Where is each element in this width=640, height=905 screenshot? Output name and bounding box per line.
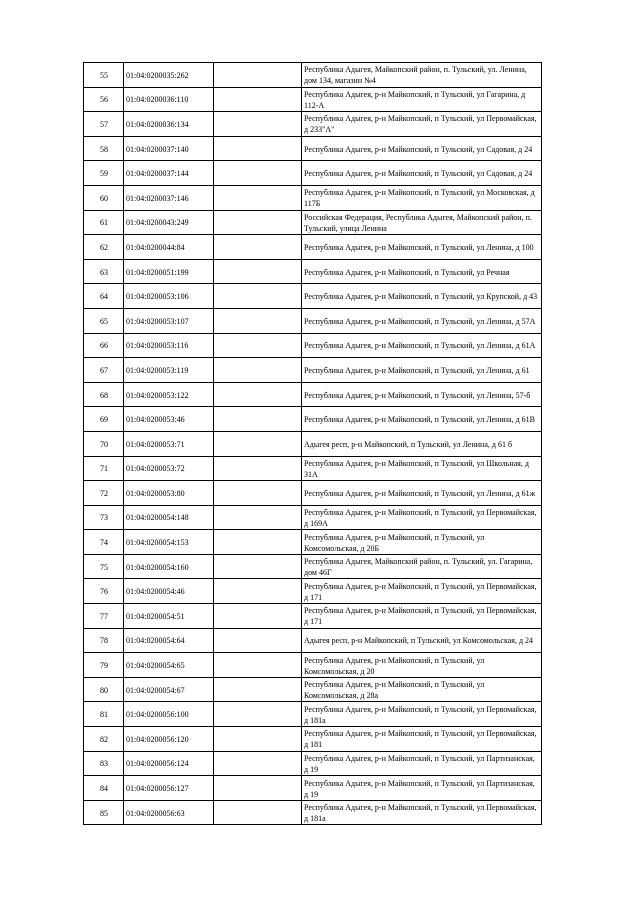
table-row: [84, 358, 542, 383]
address-cell: Республика Адыгея, р-н Майкопский, п Тульский, ул Садовая, д 24: [302, 136, 542, 161]
table-row: [84, 382, 542, 407]
cadastral-number: 01:04:0200053:106: [124, 284, 214, 309]
address-cell: Адыгея респ, р-н Майкопский, п Тульский, ул Комсомольская, д 24: [302, 628, 542, 653]
cadastral-table: [83, 62, 542, 825]
cadastral-number: 01:04:0200056:120: [124, 727, 214, 752]
row-number: 59: [84, 161, 124, 186]
cadastral-number: 01:04:0200037:146: [124, 185, 214, 210]
address-cell: Республика Адыгея, Майкопский район, п. Тульский, ул. Гагарина, дом 46Г: [302, 554, 542, 579]
empty-cell: [214, 727, 302, 752]
row-number: 76: [84, 579, 124, 604]
address-cell: Республика Адыгея, р-н Майкопский, п Тульский, ул Ленина, д 61В: [302, 407, 542, 432]
address-cell: Республика Адыгея, р-н Майкопский, п Тульский, ул Московская, д 117Б: [302, 185, 542, 210]
cadastral-number: 01:04:0200054:160: [124, 554, 214, 579]
row-number: 81: [84, 702, 124, 727]
address-cell: Республика Адыгея, р-н Майкопский, п Тульский, ул Ленина, д 100: [302, 235, 542, 260]
row-number: 83: [84, 751, 124, 776]
table-row: [84, 776, 542, 801]
cadastral-number: 01:04:0200053:46: [124, 407, 214, 432]
cadastral-number: 01:04:0200056:124: [124, 751, 214, 776]
table-row: [84, 185, 542, 210]
address-cell: Республика Адыгея, р-н Майкопский, п Тульский, ул Комсомольская, д 20Б: [302, 530, 542, 555]
table-row: [84, 481, 542, 506]
address-cell: Республика Адыгея, р-н Майкопский, п Тульский, ул Первомайская, д 171: [302, 579, 542, 604]
table-row: [84, 456, 542, 481]
address-cell: Российская Федерация, Республика Адыгея, Майкопский район, п. Тульский, улица Ленина: [302, 210, 542, 235]
empty-cell: [214, 579, 302, 604]
row-number: 85: [84, 800, 124, 825]
row-number: 56: [84, 87, 124, 112]
empty-cell: [214, 112, 302, 137]
row-number: 66: [84, 333, 124, 358]
cadastral-number: 01:04:0200056:100: [124, 702, 214, 727]
row-number: 80: [84, 677, 124, 702]
cadastral-number: 01:04:0200054:46: [124, 579, 214, 604]
empty-cell: [214, 431, 302, 456]
row-number: 68: [84, 382, 124, 407]
table-row: [84, 604, 542, 629]
table-row: [84, 210, 542, 235]
cadastral-number: 01:04:0200056:63: [124, 800, 214, 825]
table-row: [84, 407, 542, 432]
row-number: 64: [84, 284, 124, 309]
cadastral-number: 01:04:0200035:262: [124, 63, 214, 88]
row-number: 67: [84, 358, 124, 383]
cadastral-number: 01:04:0200036:110: [124, 87, 214, 112]
row-number: 71: [84, 456, 124, 481]
address-cell: Республика Адыгея, р-н Майкопский, п Тульский, ул Первомайская, д 171: [302, 604, 542, 629]
table-row: [84, 63, 542, 88]
table-row: [84, 727, 542, 752]
cadastral-number: 01:04:0200054:153: [124, 530, 214, 555]
empty-cell: [214, 235, 302, 260]
cadastral-number: 01:04:0200054:148: [124, 505, 214, 530]
table-row: [84, 112, 542, 137]
empty-cell: [214, 800, 302, 825]
table-row: [84, 284, 542, 309]
address-cell: Республика Адыгея, р-н Майкопский, п Тульский, ул Ленина, д 61А: [302, 333, 542, 358]
address-cell: Республика Адыгея, р-н Майкопский, п Тульский, ул Школьная, д 31А: [302, 456, 542, 481]
cadastral-number: 01:04:0200044:84: [124, 235, 214, 260]
address-cell: Республика Адыгея, р-н Майкопский, п Тульский, ул Ленина, д 57А: [302, 308, 542, 333]
table-row: [84, 259, 542, 284]
empty-cell: [214, 407, 302, 432]
row-number: 75: [84, 554, 124, 579]
row-number: 74: [84, 530, 124, 555]
row-number: 70: [84, 431, 124, 456]
cadastral-number: 01:04:0200053:116: [124, 333, 214, 358]
table-row: [84, 653, 542, 678]
table-row: [84, 800, 542, 825]
empty-cell: [214, 136, 302, 161]
address-cell: Республика Адыгея, р-н Майкопский, п Тульский, ул Ленина, д 61: [302, 358, 542, 383]
address-cell: Республика Адыгея, р-н Майкопский, п Тульский, ул Первомайская, д 181а: [302, 800, 542, 825]
table-row: [84, 677, 542, 702]
address-cell: Республика Адыгея, Майкопский район, п. Тульский, ул. Ленина, дом 134, магазин №4: [302, 63, 542, 88]
address-cell: Республика Адыгея, р-н Майкопский, п Тульский, ул Комсомольская, д 28а: [302, 677, 542, 702]
cadastral-number: 01:04:0200053:122: [124, 382, 214, 407]
cadastral-number: 01:04:0200056:127: [124, 776, 214, 801]
address-cell: Республика Адыгея, р-н Майкопский, п Тульский, ул Первомайская, д 181а: [302, 702, 542, 727]
row-number: 82: [84, 727, 124, 752]
empty-cell: [214, 382, 302, 407]
row-number: 61: [84, 210, 124, 235]
cadastral-number: 01:04:0200053:72: [124, 456, 214, 481]
cadastral-number: 01:04:0200054:65: [124, 653, 214, 678]
table-row: [84, 554, 542, 579]
address-cell: Адыгея респ, р-н Майкопский, п Тульский, ул Ленина, д 61 б: [302, 431, 542, 456]
empty-cell: [214, 161, 302, 186]
table-row: [84, 136, 542, 161]
cadastral-number: 01:04:0200036:134: [124, 112, 214, 137]
address-cell: Республика Адыгея, р-н Майкопский, п Тульский, ул Первомайская, д 233"А": [302, 112, 542, 137]
row-number: 65: [84, 308, 124, 333]
table-row: [84, 235, 542, 260]
address-cell: Республика Адыгея, р-н Майкопский, п Тульский, ул Партизанская, д 19: [302, 776, 542, 801]
address-cell: Республика Адыгея, р-н Майкопский, п Тульский, ул Крупской, д 43: [302, 284, 542, 309]
cadastral-number: 01:04:0200037:144: [124, 161, 214, 186]
address-cell: Республика Адыгея, р-н Майкопский, п Тульский, ул Гагарина, д 112-А: [302, 87, 542, 112]
table-row: [84, 161, 542, 186]
table-row: [84, 87, 542, 112]
address-cell: Республика Адыгея, р-н Майкопский, п Тульский, ул Речная: [302, 259, 542, 284]
address-cell: Республика Адыгея, р-н Майкопский, п Тульский, ул Садовая, д 24: [302, 161, 542, 186]
table-row: [84, 308, 542, 333]
cadastral-number: 01:04:0200043:249: [124, 210, 214, 235]
cadastral-number: 01:04:0200054:67: [124, 677, 214, 702]
empty-cell: [214, 63, 302, 88]
empty-cell: [214, 653, 302, 678]
empty-cell: [214, 87, 302, 112]
table-row: [84, 333, 542, 358]
empty-cell: [214, 481, 302, 506]
table-row: [84, 628, 542, 653]
row-number: 60: [84, 185, 124, 210]
address-cell: Республика Адыгея, р-н Майкопский, п Тульский, ул Партизанская, д 19: [302, 751, 542, 776]
row-number: 84: [84, 776, 124, 801]
row-number: 78: [84, 628, 124, 653]
empty-cell: [214, 751, 302, 776]
empty-cell: [214, 308, 302, 333]
cadastral-number: 01:04:0200054:64: [124, 628, 214, 653]
row-number: 62: [84, 235, 124, 260]
cadastral-number: 01:04:0200053:80: [124, 481, 214, 506]
empty-cell: [214, 530, 302, 555]
address-cell: Республика Адыгея, р-н Майкопский, п Тульский, ул Ленина, д 61ж: [302, 481, 542, 506]
cadastral-number: 01:04:0200037:140: [124, 136, 214, 161]
empty-cell: [214, 628, 302, 653]
empty-cell: [214, 333, 302, 358]
empty-cell: [214, 456, 302, 481]
empty-cell: [214, 604, 302, 629]
empty-cell: [214, 776, 302, 801]
row-number: 63: [84, 259, 124, 284]
row-number: 77: [84, 604, 124, 629]
cadastral-number: 01:04:0200053:107: [124, 308, 214, 333]
empty-cell: [214, 505, 302, 530]
table-row: [84, 530, 542, 555]
cadastral-number: 01:04:0200054:51: [124, 604, 214, 629]
table-body: [84, 63, 542, 825]
empty-cell: [214, 358, 302, 383]
row-number: 58: [84, 136, 124, 161]
table-row: [84, 751, 542, 776]
cadastral-number: 01:04:0200053:119: [124, 358, 214, 383]
table-row: [84, 702, 542, 727]
table-row: [84, 505, 542, 530]
table-row: [84, 579, 542, 604]
empty-cell: [214, 259, 302, 284]
empty-cell: [214, 210, 302, 235]
row-number: 57: [84, 112, 124, 137]
row-number: 73: [84, 505, 124, 530]
empty-cell: [214, 702, 302, 727]
cadastral-number: 01:04:0200051:199: [124, 259, 214, 284]
row-number: 69: [84, 407, 124, 432]
empty-cell: [214, 554, 302, 579]
address-cell: Республика Адыгея, р-н Майкопский, п Тульский, ул Первомайская, д 181: [302, 727, 542, 752]
row-number: 72: [84, 481, 124, 506]
empty-cell: [214, 677, 302, 702]
address-cell: Республика Адыгея, р-н Майкопский, п Тульский, ул Ленина, 57-б: [302, 382, 542, 407]
empty-cell: [214, 185, 302, 210]
address-cell: Республика Адыгея, р-н Майкопский, п Тульский, ул Первомайская, д 169А: [302, 505, 542, 530]
cadastral-number: 01:04:0200053:71: [124, 431, 214, 456]
row-number: 79: [84, 653, 124, 678]
row-number: 55: [84, 63, 124, 88]
empty-cell: [214, 284, 302, 309]
table-row: [84, 431, 542, 456]
address-cell: Республика Адыгея, р-н Майкопский, п Тульский, ул Комсомольская, д 20: [302, 653, 542, 678]
